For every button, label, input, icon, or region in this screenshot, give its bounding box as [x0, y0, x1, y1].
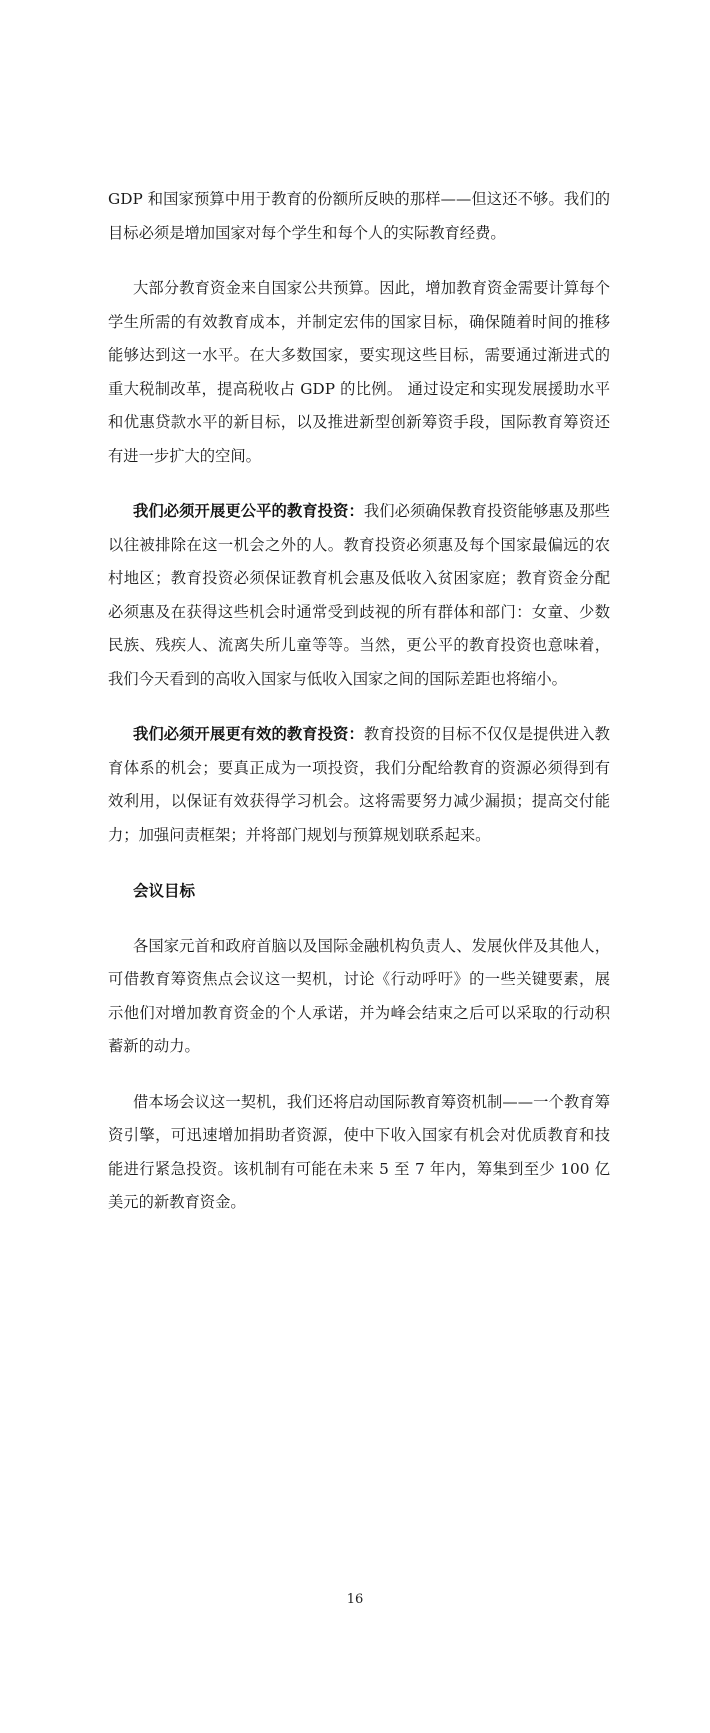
paragraph-text: GDP 和国家预算中用于教育的份额所反映的那样——但这还不够。我们的目标必须是增加国家对每个学生和每个人的实际教育经费。 — [108, 190, 610, 242]
section-heading: 会议目标 — [133, 881, 196, 900]
paragraph-continuation — [108, 183, 610, 250]
page-content — [108, 183, 610, 1242]
paragraph-funding-sources — [108, 272, 610, 473]
paragraph-text: 我们必须确保教育投资能够惠及那些以往被排除在这一机会之外的人。教育投资必须惠及每个国家最偏远的农村地区；教育投资必须保证教育机会惠及低收入贫困家庭；教育资金分配必须惠及在获得这些机会时通常受到歧视的所有群体和部门：女童、少数民族、残疾人、流离失所儿童等等。当然，更公平的教育投资也意味着，我们今天看到的高收入国家与低收入国家之间的国际差距也将缩小。 — [108, 502, 610, 688]
paragraph-lead: 我们必须开展更有效的教育投资： — [133, 725, 364, 743]
paragraph-meeting-objective-1 — [108, 930, 610, 1064]
paragraph-text: 教育投资的目标不仅仅是提供进入教育体系的机会；要真正成为一项投资，我们分配给教育的资源必须得到有效利用，以保证有效获得学习机会。这将需要努力减少漏损；提高交付能力；加强问责框架；并将部门规划与预算规划联系起来。 — [108, 725, 610, 844]
page-number: 16 — [346, 1592, 364, 1607]
paragraph-equitable-investment — [108, 495, 610, 696]
paragraph-lead: 我们必须开展更公平的教育投资： — [133, 502, 364, 520]
paragraph-meeting-objective-2 — [108, 1086, 610, 1220]
paragraph-effective-investment — [108, 718, 610, 852]
paragraph-text: 借本场会议这一契机，我们还将启动国际教育筹资机制——一个教育筹资引擎，可迅速增加捐助者资源，使中下收入国家有机会对优质教育和技能进行紧急投资。该机制有可能在未来 5 至 7 年内，筹集到至少 100 亿美元的新教育资金。 — [108, 1092, 610, 1211]
paragraph-text: 大部分教育资金来自国家公共预算。因此，增加教育资金需要计算每个学生所需的有效教育成本，并制定宏伟的国家目标，确保随着时间的推移能够达到这一水平。在大多数国家，要实现这些目标，需要通过渐进式的重大税制改革，提高税收占 GDP 的比例。 通过设定和实现发展援助水平和优惠贷款水平的新目标，以及推进新型创新筹资手段，国际教育筹资还有进一步扩大的空间。 — [108, 279, 610, 465]
paragraph-text: 各国家元首和政府首脑以及国际金融机构负责人、发展伙伴及其他人，可借教育筹资焦点会议这一契机，讨论《行动呼吁》的一些关键要素，展示他们对增加教育资金的个人承诺，并为峰会结束之后可以采取的行动积蓄新的动力。 — [108, 936, 610, 1055]
